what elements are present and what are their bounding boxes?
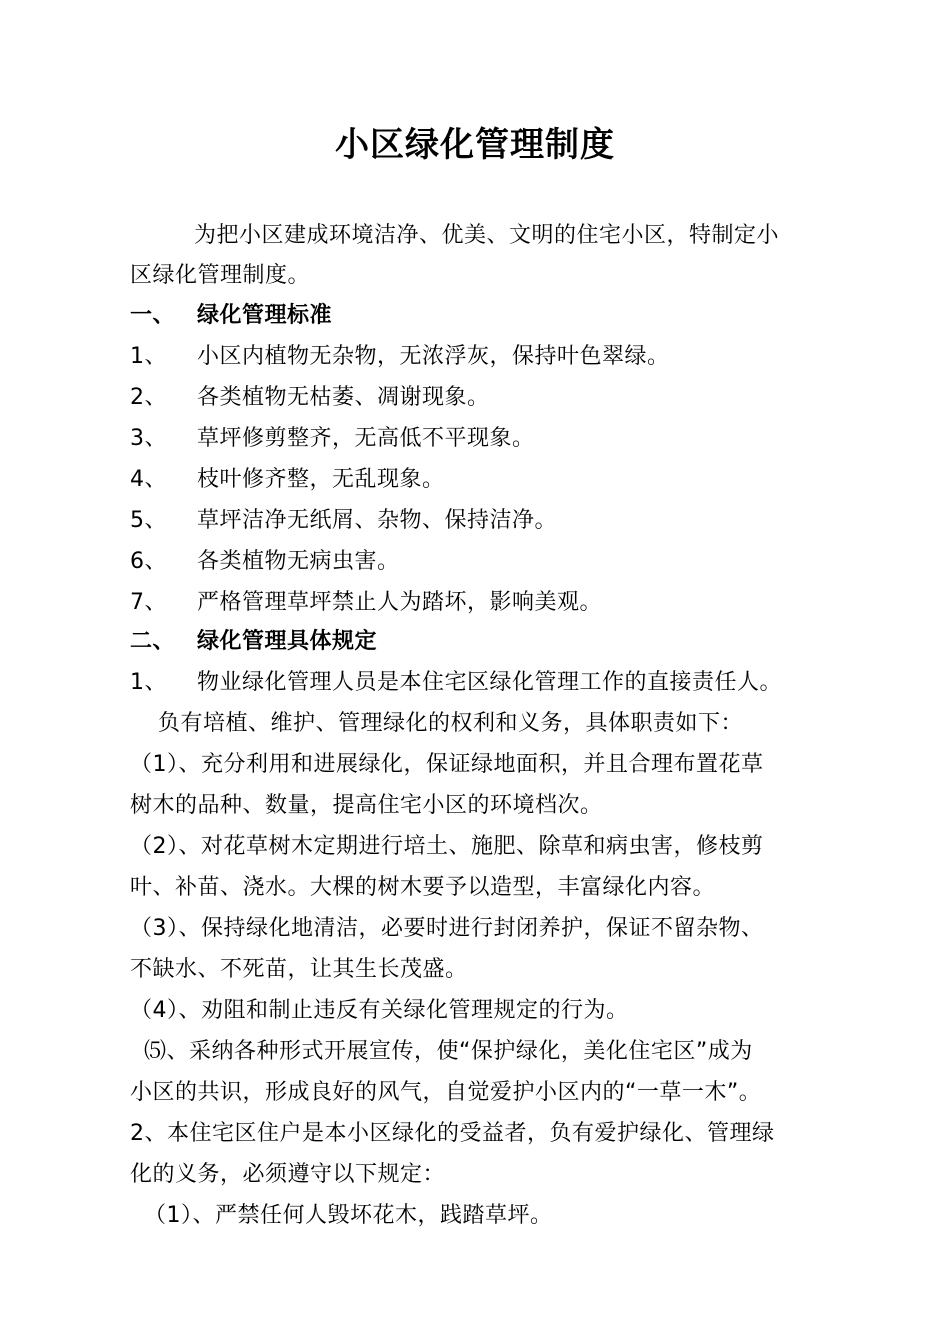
item-text: 各类植物无病虫害。 xyxy=(197,549,400,574)
list-item xyxy=(130,663,850,703)
item-text: 草坪洁净无纸屑、杂物、保持洁净。 xyxy=(197,508,558,533)
item-number: 4、 xyxy=(130,467,167,492)
duty-line: ⑸、采纳各种形式开展宣传，使“保护绿化，美化住宅区”成为 xyxy=(144,1039,753,1064)
list-item xyxy=(130,419,850,459)
list-item xyxy=(130,583,850,623)
duty-line: （3）、保持绿化地清洁，必要时进行封闭养护，保证不留杂物、 xyxy=(130,916,764,941)
document-title: 小区绿化管理制度 xyxy=(335,125,615,165)
item-2-line-2: 化的义务，必须遵守以下规定： xyxy=(130,1162,446,1187)
list-item xyxy=(130,501,850,541)
item-number: 5、 xyxy=(130,508,167,533)
section-1-number: 一、 xyxy=(130,303,176,328)
item-number: 6、 xyxy=(130,549,167,574)
item-text: 各类植物无枯萎、凋谢现象。 xyxy=(197,385,490,410)
duty-line: 叶、补苗、浇水。大棵的树木要予以造型，丰富绿化内容。 xyxy=(130,875,716,900)
item-2-line-1: 2、本住宅区住户是本小区绿化的受益者，负有爱护绿化、管理绿 xyxy=(130,1121,775,1146)
section-1-heading xyxy=(130,296,850,336)
list-item xyxy=(130,378,850,418)
duty-line: 树木的品种、数量，提高住宅小区的环境档次。 xyxy=(130,793,603,818)
section-1-title: 绿化管理标准 xyxy=(197,303,333,328)
item-text: 草坪修剪整齐，无高低不平现象。 xyxy=(197,426,535,451)
section-2-number: 二、 xyxy=(130,629,176,654)
item-number: 7、 xyxy=(130,590,167,615)
item-text: 小区内植物无杂物，无浓浮灰，保持叶色翠绿。 xyxy=(197,344,670,369)
item-number: 2、 xyxy=(130,385,167,410)
item-continuation: 负有培植、维护、管理绿化的权利和义务，具体职责如下： xyxy=(158,711,744,736)
duty-line: 小区的共识，形成良好的风气，自觉爱护小区内的“一草一木”。 xyxy=(130,1080,762,1105)
intro-line-2: 区绿化管理制度。 xyxy=(130,263,311,288)
section-2-title: 绿化管理具体规定 xyxy=(197,629,378,654)
rule-line: （1）、严禁任何人毁坏花木，践踏草坪。 xyxy=(144,1203,553,1228)
item-number: 1、 xyxy=(130,344,167,369)
item-text: 物业绿化管理人员是本住宅区绿化管理工作的直接责任人。 xyxy=(197,670,783,695)
duty-line: （4）、劝阻和制止违反有关绿化管理规定的行为。 xyxy=(130,998,629,1023)
item-text: 严格管理草坪禁止人为踏坏，影响美观。 xyxy=(197,590,603,615)
section-2-heading xyxy=(130,622,850,662)
list-item xyxy=(130,542,850,582)
intro-line-1: 为把小区建成环境洁净、优美、文明的住宅小区，特制定小 xyxy=(194,223,780,248)
item-text: 枝叶修齐整，无乱现象。 xyxy=(197,467,445,492)
duty-line: （1）、充分利用和进展绿化，保证绿地面积，并且合理布置花草 xyxy=(130,752,764,777)
duty-line: 不缺水、不死苗，让其生长茂盛。 xyxy=(130,957,468,982)
list-item xyxy=(130,337,850,377)
duty-line: （2）、对花草树木定期进行培土、施肥、除草和病虫害，修枝剪 xyxy=(130,834,764,859)
item-number: 3、 xyxy=(130,426,167,451)
item-number: 1、 xyxy=(130,670,167,695)
list-item xyxy=(130,460,850,500)
